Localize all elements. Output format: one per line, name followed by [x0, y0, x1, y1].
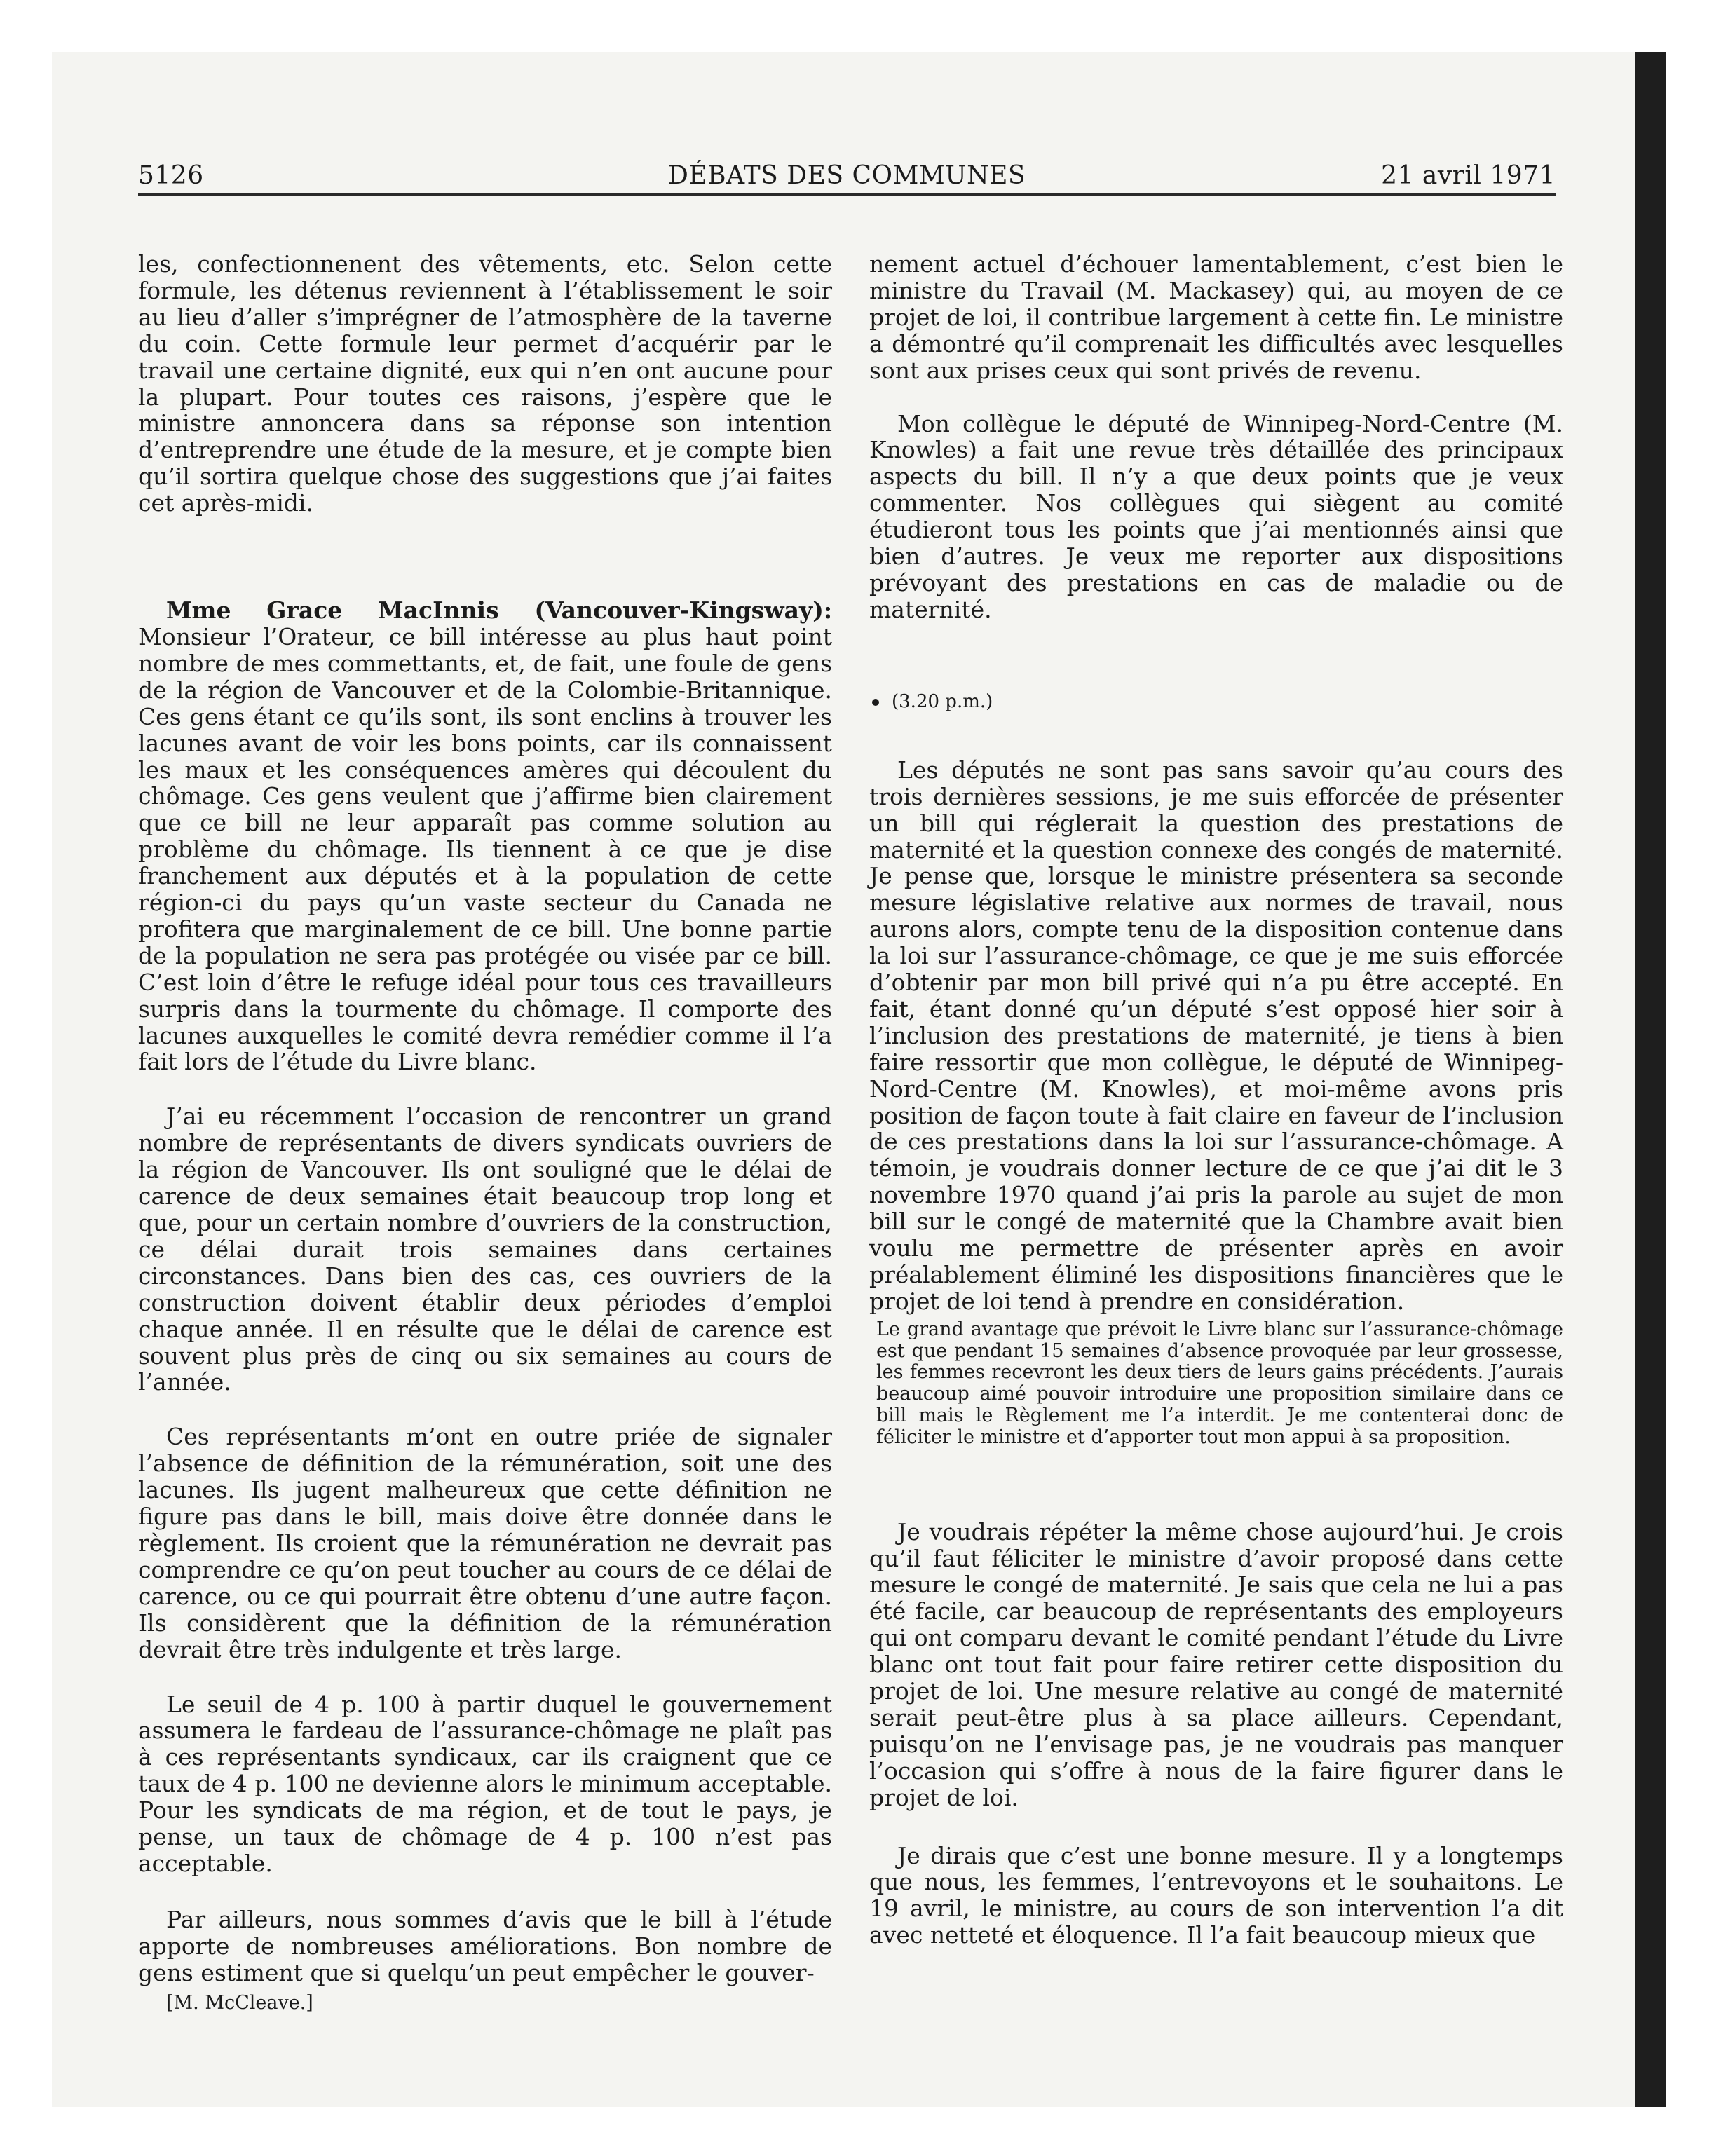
block-quote: Le grand avantage que prévoit le Livre blanc sur l’assurance-chômage est que pendant 15 semaines d’absence provoquée par leur grossesse, les femmes recevront les deux tiers de leurs gains précédents. J’aurais beaucoup aimé pouvoir introduire une proposition similaire dans ce bill mais le Règlement me l’a interdit. Je me contenterai donc de féliciter le ministre et d’apporter tout mon appui à sa proposition.: [876, 1318, 1563, 1448]
speaker-name: Mme Grace MacInnis (Vancouver-Kingsway):: [166, 596, 832, 625]
bullet-icon: [872, 699, 879, 706]
signature: [M. McCleave.]: [166, 1991, 313, 2014]
paragraph: Par ailleurs, nous sommes d’avis que le bill à l’étude apporte de nombreuses améliorations. Bon nombre de gens estiment que si quelqu’un peut empêcher le gouver-: [138, 1905, 832, 1986]
right-column: [869, 251, 1563, 1949]
paragraph: les, confectionnenent des vêtements, etc. Selon cette formule, les détenus reviennent à l’établissement le soir au lieu d’aller s’imprégner de l’atmosphère de la taverne du coin. Cette formule leur permet d’acquérir par le travail une certaine dignité, eux qui n’en ont aucune pour la plupart. Pour toutes ces raisons, j’espère que le ministre annoncera dans sa réponse son intention d’entreprendre une étude de la mesure, et je compte bien qu’il sortira quelque chose des suggestions que j’ai faites cet après-midi.: [138, 250, 832, 517]
timestamp: [869, 690, 1563, 714]
timestamp-text: (3.20 p.m.): [892, 690, 993, 712]
paragraph: Je voudrais répéter la même chose aujourd’hui. Je crois qu’il faut féliciter le ministre d’avoir proposé dans cette mesure le congé de maternité. Je sais que cela ne lui a pas été facile, car beaucoup de représentants des employeurs qui ont comparu devant le comité pendant l’étude du Livre blanc ont tout fait pour faire retirer cette disposition du projet de loi. Une mesure relative au congé de maternité serait peut-être plus à sa place ailleurs. Cependant, puisqu’on ne l’envisage pas, je ne voudrais pas manquer l’occasion qui s’offre à nous de la faire figurer dans le projet de loi.: [869, 1517, 1563, 1811]
page-number: 5126: [138, 161, 204, 190]
speech-text: Monsieur l’Orateur, ce bill intéresse au plus haut point nombre de mes commettants, et, de fait, une foule de gens de la région de Vancouver et de la Colombie-Britannique. Ces gens étant ce qu’ils sont, ils sont enclins à trouver les lacunes avant de voir les bons points, car ils connaissent les maux et les conséquences amères qui découlent du chômage. Ces gens veulent que j’affirme bien clairement que ce bill ne leur apparaît pas comme solution au problème du chômage. Ils tiennent à ce que je dise franchement aux députés et à la population de cette région-ci du pays qu’un vaste secteur du Canada ne profitera que marginalement de ce bill. Une bonne partie de la population ne sera pas protégée ou visée par ce bill. C’est loin d’être le refuge idéal pour tous ces travailleurs surpris dans la tourmente du chômage. Il comporte des lacunes auxquelles le comité devra remédier comme il l’a fait lors de l’étude du Livre blanc.: [138, 622, 832, 1076]
paragraph: Mon collègue le député de Winnipeg-Nord-Centre (M. Knowles) a fait une revue très détaillée des principaux aspects du bill. Il n’y a que deux points que je veux commenter. Nos collègues qui siègent au comité étudieront tous les points que j’ai mentionnés ainsi que bien d’autres. Je veux me reporter aux dispositions prévoyant des prestations en cas de maladie ou de maternité.: [869, 409, 1563, 623]
paragraph: Le seuil de 4 p. 100 à partir duquel le gouvernement assumera le fardeau de l’assurance-chômage ne plaît pas à ces représentants syndicaux, car ils craignent que ce taux de 4 p. 100 ne devienne alors le minimum acceptable. Pour les syndicats de ma région, et de tout le pays, je pense, un taux de chômage de 4 p. 100 n’est pas acceptable.: [138, 1690, 832, 1877]
paragraph: Je dirais que c’est une bonne mesure. Il y a longtemps que nous, les femmes, l’entrevoyons et le souhaitons. Le 19 avril, le ministre, au cours de son intervention l’a dit avec netteté et éloquence. Il l’a fait beaucoup mieux que: [869, 1841, 1563, 1949]
speech-paragraph: [138, 597, 832, 1075]
page-header: [138, 160, 1556, 196]
left-column: [138, 251, 832, 2014]
paragraph: J’ai eu récemment l’occasion de rencontrer un grand nombre de représentants de divers syndicats ouvriers de la région de Vancouver. Ils ont souligné que le délai de carence de deux semaines était beaucoup trop long et que, pour un certain nombre d’ouvriers de la construction, ce délai durait trois semaines dans certaines circonstances. Dans bien des cas, ces ouvriers de la construction doivent établir deux périodes d’emploi chaque année. Il en résulte que le délai de carence est souvent plus près de cinq ou six semaines au cours de l’année.: [138, 1103, 832, 1396]
scan-edge-bar: [1635, 52, 1666, 2107]
paragraph: Ces représentants m’ont en outre priée de signaler l’absence de définition de la rémunération, soit une des lacunes. Ils jugent malheureux que cette définition ne figure pas dans le bill, mais doive être donnée dans le règlement. Ils croient que la rémunération ne devrait pas comprendre ce qu’on peut toucher au cours de ce délai de carence, ou ce qui pourrait être obtenu d’une autre façon. Ils considèrent que la définition de la rémunération devrait être très indulgente et très large.: [138, 1423, 832, 1663]
paragraph: nement actuel d’échouer lamentablement, c’est bien le ministre du Travail (M. Mackasey) qui, au moyen de ce projet de loi, il contribue largement à cette fin. Le ministre a démontré qu’il comprenait les difficultés avec lesquelles sont aux prises ceux qui sont privés de revenu.: [869, 250, 1563, 384]
paragraph: Les députés ne sont pas sans savoir qu’au cours des trois dernières sessions, je me suis efforcée de présenter un bill qui réglerait la question des prestations de maternité et la question connexe des congés de maternité. Je pense que, lorsque le ministre présentera sa seconde mesure législative relative aux normes de travail, nous aurons alors, compte tenu de la disposition contenue dans la loi sur l’assurance-chômage, ce que je me suis efforcée d’obtenir par mon bill privé qui n’a pu être accepté. En fait, étant donné qu’un député s’est opposé hier soir à l’inclusion des prestations de maternité, je tiens à bien faire ressortir que mon collègue, le député de Winnipeg-Nord-Centre (M. Knowles), et moi-même avons pris position de façon toute à fait claire en faveur de l’inclusion de ces prestations dans la loi sur l’assurance-chômage. A témoin, je voudrais donner lecture de ce que j’ai dit le 3 novembre 1970 quand j’ai pris la parole au sujet de mon bill sur le congé de maternité que la Chambre avait bien voulu me permettre de présenter après en avoir préalablement éliminé les dispositions financières que le projet de loi tend à prendre en considération.: [869, 756, 1563, 1315]
page-date: 21 avril 1971: [1381, 161, 1556, 190]
publication-title: DÉBATS DES COMMUNES: [667, 161, 1026, 190]
